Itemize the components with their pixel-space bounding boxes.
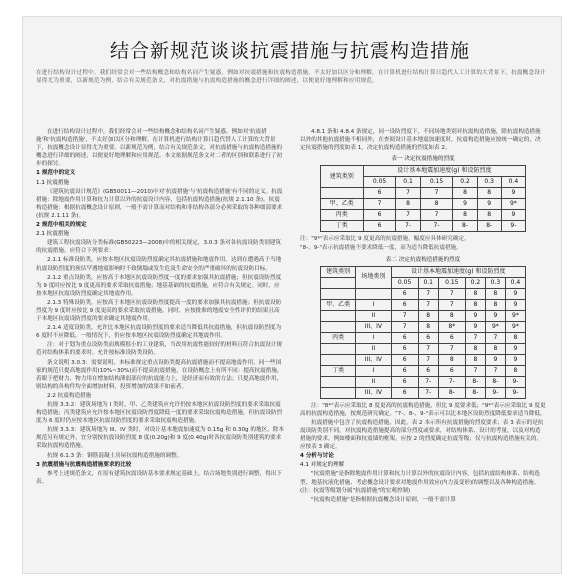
table2-cell: 9- [505, 376, 525, 387]
left-col-heading: 2 规范中相关的规定 [36, 222, 87, 229]
table2-col-header: 0.1 [418, 277, 438, 288]
left-col-paragraph: 2.1.4 适度设防类，允许比本地区抗震设防烈度的要求适当降低其抗震措施，但抗震设防烈度为 6 度时不应降低。一般情况下，仍应按本地区抗震设防烈度确定其地震作用。 [36, 325, 282, 340]
table2-intensity-header: 9 [505, 288, 525, 299]
table-row [321, 210, 526, 221]
right-col-paragraph: "抗震措施"是指除地震作用计算和抗力计算以外的抗震设计内容，包括抗震结构体系、结构选型、地基抗液化措施、考虑概念设计要求对地震作用效应(内力及变形)的调整以及各种构造措施。(注：抗震等级划分属"抗震措施"的宏观控制) [300, 471, 540, 494]
table2-cell: 8 [485, 299, 505, 310]
table2-cell: 8 [418, 310, 438, 321]
left-col-paragraph: 2.1.3 特殊设防类，应按高于本地区抗震设防烈度提高一度的要求加强其抗震措施；但抗震设防烈度为 9 度时应按比 9 度更高的要求采取抗震措施。同时，应按批准的地震安全性评价的结果且高于本地区抗震设防烈度的要求确定其地震作用。 [36, 299, 282, 323]
table1-cell: 9 [453, 199, 477, 210]
left-col-paragraph: 注：对于划为重点设防类而规模很小的工业建筑，当改用抗震性能较好的材料且符合抗震设计规范对结构体系的要求时，允许按标准设防类设防。 [36, 342, 282, 357]
table2-corner: 建筑类别 [321, 266, 356, 277]
table1-cell: 8 [420, 199, 453, 210]
table1-caption: 表一 决定抗震措施的烈度 [391, 156, 455, 163]
table1-row-label: 丁类 [321, 221, 364, 232]
table1-cell: 7- [396, 221, 420, 232]
table2-cell: 9- [505, 387, 525, 398]
right-col-paragraph: 注："8*"表示应采取比 8 度更高的抗震构造措施，但比 9 度要求低；"9*"表示应采取比 9 度更高的抗震构造措施，按规范研究确定。"7-、8-、9-"表示可以比本地区设防烈度降低要求适当降低。 [300, 402, 546, 417]
table-row [321, 376, 526, 387]
table2-cell: 9 [505, 343, 525, 354]
table-row [321, 310, 526, 321]
table1-cell: 7 [396, 210, 420, 221]
table2-cell: 7 [391, 310, 418, 321]
table2-caption: 表二 决定抗震构造措施的烈度 [385, 256, 461, 263]
table2-cell: 8- [438, 387, 465, 398]
table2-cell: 6 [418, 332, 438, 343]
right-col-paragraph: "抗震构造措施"是指根据抗震概念设计原则，一般不需计算 [311, 496, 456, 503]
table2-cell: 8- [465, 387, 485, 398]
table1-cell: 8 [396, 199, 420, 210]
table2-cell: 9 [485, 310, 505, 321]
table2-cell: 9 [505, 299, 525, 310]
table1-note-b: "8-、9-"表示抗震措施不要求降低一度，而为适当降低抗震措施。 [300, 245, 462, 252]
table2-cell: 7 [438, 343, 465, 354]
table2-site-class: I [356, 299, 391, 310]
table2-group-header: 设计基本地震加速度(g) 和设防烈度 [391, 266, 526, 277]
table2-cell: 9 [465, 310, 485, 321]
table2-cell: 7 [418, 354, 438, 365]
table2-site-class: III、IV [356, 321, 391, 332]
table2-cell: 8 [505, 332, 525, 343]
table1-cell: 9 [477, 199, 501, 210]
table2-cell: 6 [418, 365, 438, 376]
table-row [321, 365, 526, 376]
table2-cell: 9* [505, 310, 525, 321]
table2-cell: 9- [485, 387, 505, 398]
table2-site-class: III、IV [356, 387, 391, 398]
table1-col-header: 0.1 [396, 177, 420, 188]
right-column-body [300, 402, 546, 504]
table2-cell: 7 [465, 332, 485, 343]
table2-building-class: 甲、乙类 [321, 299, 356, 310]
table2-cell: 6 [391, 354, 418, 365]
table1-intensity-header: 9 [501, 188, 525, 199]
table2-building-class [321, 376, 356, 387]
table1-cell: 7 [420, 210, 453, 221]
table-row [321, 354, 526, 365]
table1-col-header: 0.05 [363, 177, 396, 188]
table2-cell: 6 [391, 387, 418, 398]
table2-cell: 8 [438, 354, 465, 365]
table2-cell: 9 [465, 321, 485, 332]
left-col-heading: 2.1 抗震措施 [36, 231, 70, 238]
table2-cell: 6 [391, 343, 418, 354]
table2-building-class: 丙类 [321, 332, 356, 343]
table1-row-label: 甲、乙类 [321, 199, 364, 210]
left-col-paragraph: 在进行结构设计过程中，我们经常会对一些结构概念和结构名词产生疑惑，例如对'抗震措施'和'抗震构造措施'，不太好加以区分和理解。在计算机进行结构计算日趋代替人工计算的大背景下，抗震概念设计显得尤为重要。以新规范为例，结合有关规范条文，对抗震措施与抗震构造措施的概念进行详细的阐述，以便更好地理解和应用规范。本文依据规范条文对二者的区别和联系进行了初步的探讨。 [36, 129, 283, 168]
left-col-paragraph: 抗规 3.3.2：建筑场地为 I 类时，甲、乙类建筑应允许仍按本地区抗震设防烈度的要求采取抗震构造措施；丙类建筑应允许按本地区抗震设防烈度降低一度的要求采取抗震构造措施，但抗震设防烈度为 6 度时仍应按本地区抗震设防烈度的要求采取抗震构造措施。 [36, 402, 283, 425]
table1-cell: 9* [501, 199, 525, 210]
table2-cell: 8 [485, 343, 505, 354]
table1-col-header: 0.4 [501, 177, 525, 188]
right-col-heading: 4 分析与讨论 [300, 453, 334, 460]
table1-col-header: 0.15 [420, 177, 453, 188]
table1-cell: 8- [453, 221, 477, 232]
table2-cell: 6 [438, 332, 465, 343]
table1-cell: 9 [501, 210, 525, 221]
left-col-paragraph: 2.1.2 重点设防类，应按高于本地区抗震设防烈度一度的要求加强其抗震措施；但抗震设防烈度为 9 度时应按比 9 度更高的要求采取抗震措施；地基基础的抗震措施，应符合有关规定。同时，应按本地区抗震设防烈度确定其地震作用。 [36, 274, 282, 297]
table2-cell: 7 [391, 321, 418, 332]
table2-site-class: III、IV [356, 354, 391, 365]
table2-cell: 8 [465, 343, 485, 354]
table1-intensity-header: 7 [396, 188, 420, 199]
article-abstract: 在进行结构设计过程中，我们经常会对一些结构概念和结构名词产生疑惑，例如对抗震措施和抗震构造措施，不太好加以区分和理解。在计算机进行结构计算日趋代人工计算的大背景下，抗震概念设计显得尤为重要，以新规范为例，结合有关规范条文，对抗震措施与抗震构造措施的概念进行详细的阐述，以便更好地理解和应用规范。 [36, 70, 546, 84]
table2-site-class: II [356, 343, 391, 354]
table2-intensity-header: 8 [485, 288, 505, 299]
table-row [321, 299, 526, 310]
table2-cell: 7- [418, 376, 438, 387]
table1-cell: 7- [420, 221, 453, 232]
table2-building-class [321, 354, 356, 365]
table2-col-header: 0.4 [505, 277, 525, 288]
left-col-paragraph: 2.2 抗震构造措施 [47, 392, 92, 399]
table2-cell: 7 [485, 365, 505, 376]
table2-intensity-header: 6 [391, 288, 418, 299]
table-row [321, 387, 526, 398]
table1-seismic-measures [320, 165, 526, 232]
table2-cell: 7 [418, 343, 438, 354]
table2-col-header: 0.05 [391, 277, 418, 288]
table1-corner: 建筑类别 [321, 166, 364, 188]
table2-site-class: I [356, 365, 391, 376]
table2-site-class: I [356, 332, 391, 343]
table-row [321, 332, 526, 343]
table1-col-header: 0.3 [477, 177, 501, 188]
table1-col-header: 0.2 [453, 177, 477, 188]
table2-cell: 7 [485, 332, 505, 343]
table2-cell: 7- [418, 387, 438, 398]
table2-cell: 6 [391, 332, 418, 343]
left-col-paragraph: 2.1.1 标准设防类，应按本地区抗震设防烈度确定其抗震措施和地震作用，达到在遭遇高于当地抗震设防烈度的预估罕遇地震影响时不致倒塌或发生危及生命安全的严重破坏的抗震设防目标。 [36, 257, 282, 272]
left-col-heading: 1 规范中的定义 [36, 170, 76, 177]
table2-site-class: II [356, 376, 391, 387]
table1-cell: 8 [453, 210, 477, 221]
table2-building-class [321, 387, 356, 398]
table2-cell: 9 [505, 354, 525, 365]
table1-group-header: 设计基本地震加速度(g) 和设防烈度 [363, 166, 525, 177]
table2-cell: 8 [505, 365, 525, 376]
table2-cell: 8- [465, 376, 485, 387]
table2-cell: 7 [465, 365, 485, 376]
table2-intensity-header: 8 [465, 288, 485, 299]
table2-structural-measures [320, 266, 526, 399]
table2-site-class: II [356, 310, 391, 321]
table2-cell: 8 [465, 354, 485, 365]
table2-cell: 7- [438, 376, 465, 387]
table1-intensity-header: 8 [453, 188, 477, 199]
left-col-paragraph: 建筑工程抗震设防分类标准(GB50223—2008)中的相关规定，3.0.3 条对各抗震设防类别建筑的抗震措施，应符合下列要求： [36, 240, 281, 255]
right-column-intro [300, 128, 546, 152]
table2-cell: 8* [438, 321, 465, 332]
table2-cell: 6 [438, 365, 465, 376]
table2-cell: 9* [505, 321, 525, 332]
table-row [321, 221, 526, 232]
table1-intensity-header: 6 [363, 188, 396, 199]
table2-cell: 8 [438, 310, 465, 321]
table2-cell: 6 [391, 365, 418, 376]
table2-cell: 8 [418, 321, 438, 332]
table-row [321, 321, 526, 332]
right-column [300, 128, 546, 564]
table1-cell: 7 [363, 199, 396, 210]
table2-building-class [321, 310, 356, 321]
table2-cell: 9* [485, 321, 505, 332]
table1-cell: 6 [363, 210, 396, 221]
right-col-paragraph: 抗震措施中包含了抗震构造措施，因此，表 2 本示所有抗震措施的烈度要求；表 3 表示的是抗震设防类别不同，对抗震构造措施提高的部分烈度或要求，对结构体系、设计的考量，以及对构造措施的要求，例如楼面和抗震墙的框架，应按 2 的烈度确定抗震等级；仅与抗震构造措施有关的，应按表 3 确定。 [300, 419, 544, 451]
table2-col-header: 0.15 [438, 277, 465, 288]
table2-building-class [321, 343, 356, 354]
table2-cell: 6 [391, 376, 418, 387]
table2-cell: 8- [485, 376, 505, 387]
left-col-paragraph: 《建筑抗震设计规范》(GB50011—2010)中对'抗震措施'与'抗震构造措施'有不同的定义。抗震措施：除地震作用计算和抗力计算以外的抗震设计内容，包括抗震构造措施(抗规 2.1.10 条)。抗震构造措施：根据抗震概念设计原则，一般不需计算而对结构和非结构各部分必须采取的各种细部要求(抗规 2.1.11 条)。 [36, 188, 283, 219]
left-col-heading: 1.1 抗震措施 [36, 179, 70, 186]
table2-cell: 9 [485, 354, 505, 365]
left-col-paragraph: 抗规 3.3.3：建筑场地为 III、IV 类时，对设计基本地震加速度为 0.15g 和 0.30g 的地区，除本规范另有规定外，宜分别按抗震设防烈度 8 度(0.20g)和 9 度(0.40g)时各抗震设防类别建筑的要求采取抗震构造措施。 [36, 427, 284, 450]
table1-cell: 6 [363, 221, 396, 232]
table2-cell: 7 [418, 299, 438, 310]
left-col-heading: 3 抗震措施与抗震构造措施要求的比较 [36, 461, 132, 468]
left-col-paragraph: 抗规 6.1.3 条：钢筋混凝土房屋抗震构造措施的调整。 [47, 452, 183, 459]
right-col-paragraph: 4.8.1 条和 4.8.4 条规定，同一设防烈度下，不同场地类别对抗震构造措施，除抗震构造措施以外的其他抗震措施不相同外，在查阅设计基本地震加速度时，抗震构造措施应按统一确定的，决定抗震措施的烈度如表 1，决定抗震构造措施的烈度如表 2。 [300, 129, 541, 152]
left-column [36, 128, 284, 564]
table-row [321, 343, 526, 354]
table1-row-label: 丙类 [321, 210, 364, 221]
table2-intensity-header: 7 [418, 288, 438, 299]
table-row [321, 199, 526, 210]
table2-col-header: 0.2 [465, 277, 485, 288]
table1-intensity-header: 7 [420, 188, 453, 199]
table2-col-header: 0.3 [485, 277, 505, 288]
table1-intensity-header: 8 [477, 188, 501, 199]
left-col-paragraph: 参考上述规范条文，在原有建筑抗震设防基本要求规定基础上，结合场地类别进行调整，得出下表。 [36, 470, 282, 485]
table2-building-class: 丁类 [321, 365, 356, 376]
table2-cell: 6 [391, 299, 418, 310]
table1-cell: 8 [477, 210, 501, 221]
table2-cell: 8 [465, 299, 485, 310]
table2-building-class [321, 321, 356, 332]
left-col-paragraph: 条文说明 3.0.3：需要说明，本标准规定重点设防类提高抗震措施而不提高地震作用，同一些国家的规范只提高地震作用(10%~30%)而不提高抗震措施，在设防概念上有所不同：提高抗震措施，着眼于把财力、物力用在增加结构薄弱部位的抗震能力上，是经济而有效的方法；只提高地震作用，则结构的各构件均全面增加材料，投资增加的效果不如前者。 [36, 359, 283, 390]
table1-cell: 8- [477, 221, 501, 232]
right-col-heading: 4.1 对规定的理解 [300, 462, 345, 469]
table2-cell: 7 [438, 299, 465, 310]
table1-blank-cell [321, 188, 364, 199]
table2-intensity-header: 7 [438, 288, 465, 299]
table1-note: 注："9*"表示应采取比 9 度更高的抗震措施，幅度应具体研究确定。 [300, 236, 470, 243]
table2-corner-site: 场地类别 [356, 266, 391, 288]
article-title: 结合新规范谈谈抗震措施与抗震构造措施 [109, 40, 470, 62]
table1-cell: 9- [501, 221, 525, 232]
